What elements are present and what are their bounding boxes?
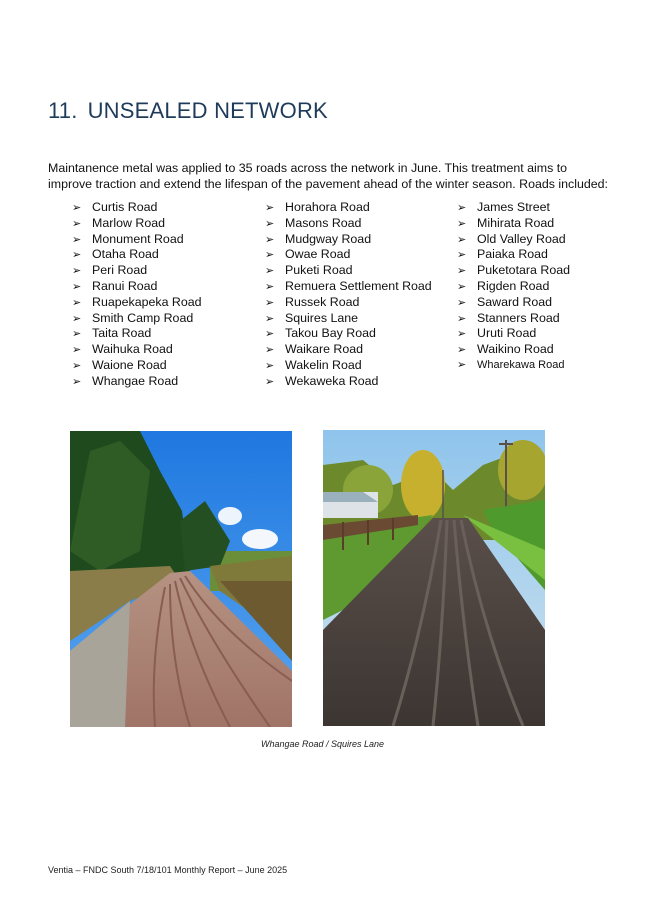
road-list-item: [265, 342, 432, 358]
road-name: Puketotara Road: [477, 263, 570, 278]
road-list-item: [265, 200, 432, 216]
road-name: Takou Bay Road: [285, 326, 376, 341]
arrow-bullet-icon: ➢: [265, 296, 275, 309]
road-name: Puketi Road: [285, 263, 353, 278]
arrow-bullet-icon: ➢: [265, 328, 275, 341]
road-list-item: [265, 263, 432, 279]
arrow-bullet-icon: ➢: [72, 217, 82, 230]
arrow-bullet-icon: ➢: [72, 312, 82, 325]
road-name: Peri Road: [92, 263, 148, 278]
road-list-item: [265, 216, 432, 232]
road-name: Russek Road: [285, 294, 360, 309]
road-list-item: [457, 311, 570, 327]
arrow-bullet-icon: ➢: [72, 296, 82, 309]
road-list-item: [457, 263, 570, 279]
arrow-bullet-icon: ➢: [72, 265, 82, 278]
road-name: Waione Road: [92, 357, 167, 372]
arrow-bullet-icon: ➢: [72, 280, 82, 293]
road-name: Remuera Settlement Road: [285, 278, 432, 293]
arrow-bullet-icon: ➢: [265, 233, 275, 246]
arrow-bullet-icon: ➢: [72, 375, 82, 388]
road-name: Masons Road: [285, 215, 362, 230]
page-footer: Ventia – FNDC South 7/18/101 Monthly Report – June 2025: [48, 865, 288, 875]
road-name: Monument Road: [92, 231, 184, 246]
road-name: Waikare Road: [285, 342, 364, 357]
arrow-bullet-icon: ➢: [265, 202, 275, 214]
arrow-bullet-icon: ➢: [72, 233, 82, 246]
road-list-column-3: [457, 200, 570, 374]
road-list-item: [72, 311, 202, 327]
road-list-item: [265, 279, 432, 295]
arrow-bullet-icon: ➢: [457, 217, 467, 230]
road-list-item: [265, 311, 432, 327]
road-list-item: [457, 232, 570, 248]
intro-paragraph: Maintanence metal was applied to 35 roads across the network in June. This treatment aims to improve traction and extend the lifespan of the pavement ahead of the winter season. Roads included:: [48, 161, 608, 191]
road-list-item: [72, 247, 202, 263]
arrow-bullet-icon: ➢: [72, 359, 82, 372]
road-list-item: [72, 295, 202, 311]
road-list-column-2: [265, 200, 432, 390]
road-list-item: [72, 216, 202, 232]
road-list-item: [265, 374, 432, 390]
road-name: Paiaka Road: [477, 247, 548, 262]
road-list-item: [457, 200, 570, 216]
photo-whangae-road: [70, 431, 292, 727]
road-name: Mihirata Road: [477, 215, 555, 230]
road-name: Taita Road: [92, 326, 152, 341]
section-heading: [48, 98, 328, 124]
road-list-item: [457, 326, 570, 342]
road-name: Saward Road: [477, 294, 553, 309]
arrow-bullet-icon: ➢: [457, 265, 467, 278]
road-name: Waikino Road: [477, 342, 554, 357]
road-list-item: [72, 279, 202, 295]
road-list-item: [72, 374, 202, 390]
road-name: Mudgway Road: [285, 231, 372, 246]
arrow-bullet-icon: ➢: [72, 202, 82, 214]
road-list-item: [265, 232, 432, 248]
road-list-item: [265, 358, 432, 374]
arrow-bullet-icon: ➢: [265, 375, 275, 388]
arrow-bullet-icon: ➢: [457, 328, 467, 341]
arrow-bullet-icon: ➢: [72, 344, 82, 357]
arrow-bullet-icon: ➢: [457, 233, 467, 246]
arrow-bullet-icon: ➢: [265, 280, 275, 293]
road-list-item: [265, 326, 432, 342]
section-number: 11.: [48, 98, 78, 123]
road-name: Squires Lane: [285, 310, 359, 325]
arrow-bullet-icon: ➢: [265, 359, 275, 372]
road-name: Smith Camp Road: [92, 310, 194, 325]
road-name: Owae Road: [285, 247, 351, 262]
road-list-item: [457, 247, 570, 263]
road-list-column-1: [72, 200, 202, 390]
road-name: Wakelin Road: [285, 357, 362, 372]
road-list-item: [72, 232, 202, 248]
arrow-bullet-icon: ➢: [265, 312, 275, 325]
arrow-bullet-icon: ➢: [457, 344, 467, 357]
road-list-item: [72, 358, 202, 374]
road-list-item: [457, 279, 570, 295]
section-title: UNSEALED NETWORK: [87, 98, 328, 123]
arrow-bullet-icon: ➢: [265, 265, 275, 278]
road-list-item: [72, 263, 202, 279]
road-list-item: [72, 200, 202, 216]
arrow-bullet-icon: ➢: [457, 280, 467, 293]
arrow-bullet-icon: ➢: [457, 249, 467, 262]
road-name: Uruti Road: [477, 326, 537, 341]
arrow-bullet-icon: ➢: [457, 296, 467, 309]
road-list-item: [457, 295, 570, 311]
road-list-item: [457, 216, 570, 232]
road-list-item: [265, 247, 432, 263]
photo-caption: Whangae Road / Squires Lane: [260, 739, 385, 749]
road-list-item: [265, 295, 432, 311]
arrow-bullet-icon: ➢: [72, 328, 82, 341]
road-name: Wekaweka Road: [285, 373, 379, 388]
road-name: Old Valley Road: [477, 231, 566, 246]
arrow-bullet-icon: ➢: [72, 249, 82, 262]
road-name: Ranui Road: [92, 278, 158, 293]
arrow-bullet-icon: ➢: [457, 202, 467, 214]
road-name: Marlow Road: [92, 215, 165, 230]
arrow-bullet-icon: ➢: [265, 217, 275, 230]
arrow-bullet-icon: ➢: [265, 344, 275, 357]
road-name: Waihuka Road: [92, 342, 173, 357]
road-list-item: [457, 358, 570, 374]
road-name: James Street: [477, 200, 550, 214]
road-list-item: [72, 326, 202, 342]
road-name: Wharekawa Road: [477, 358, 565, 371]
road-name: Curtis Road: [92, 200, 158, 214]
road-name: Stanners Road: [477, 310, 560, 325]
road-name: Horahora Road: [285, 200, 370, 214]
photo-squires-lane: [323, 430, 545, 726]
road-list-item: [72, 342, 202, 358]
road-list-item: [457, 342, 570, 358]
arrow-bullet-icon: ➢: [457, 312, 467, 325]
arrow-bullet-icon: ➢: [457, 358, 467, 371]
road-name: Ruapekapeka Road: [92, 294, 202, 309]
arrow-bullet-icon: ➢: [265, 249, 275, 262]
road-name: Otaha Road: [92, 247, 159, 262]
road-name: Whangae Road: [92, 373, 179, 388]
road-name: Rigden Road: [477, 278, 550, 293]
